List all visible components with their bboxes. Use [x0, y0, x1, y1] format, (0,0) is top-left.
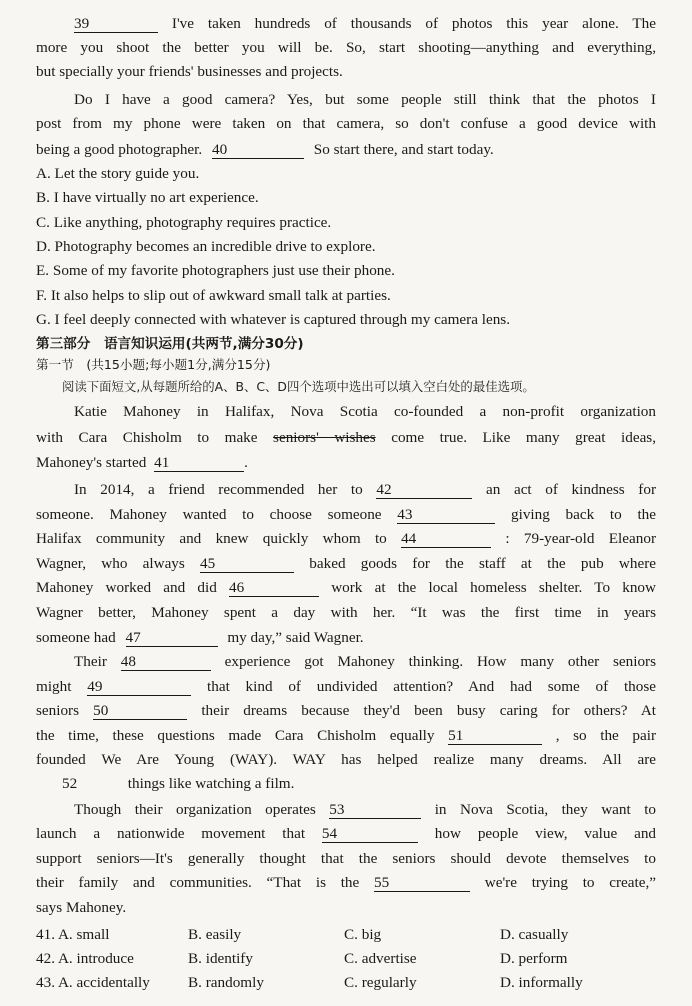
text: Mahoney worked and did — [36, 579, 217, 596]
cloze-line — [36, 824, 656, 844]
choice-43-d: D. informally — [500, 974, 583, 991]
choice-42-c: C. advertise — [344, 950, 417, 967]
cloze-line: founded We Are Young (WAY). WAY has helped realize many dreams. All are — [36, 751, 656, 768]
choice-43-c: C. regularly — [344, 974, 417, 991]
blank-52: 52 — [62, 775, 78, 792]
cloze-line: Katie Mahoney in Halifax, Nova Scotia co-founded a non-profit organization — [74, 403, 656, 420]
option-e: E. Some of my favorite photographers just use their phone. — [36, 262, 395, 279]
text: : 79-year-old Eleanor — [505, 530, 656, 547]
cloze-line — [36, 428, 656, 448]
text: might — [36, 678, 72, 695]
blank-42: 42 — [376, 481, 472, 499]
text: In 2014, a friend recommended her to — [74, 481, 363, 498]
blank-44: 44 — [401, 530, 491, 548]
blank-39: 39 — [74, 15, 158, 33]
blank-49: 49 — [87, 678, 191, 696]
cloze-line — [36, 529, 656, 549]
text: someone. Mahoney wanted to choose someone — [36, 506, 382, 523]
text: we're trying to create,” — [484, 874, 657, 891]
blank-40: 40 — [212, 141, 304, 159]
cloze-line: says Mahoney. — [36, 899, 127, 916]
blank-41: 41 — [154, 454, 244, 472]
blank-54: 54 — [322, 825, 418, 843]
cloze-line — [36, 453, 656, 473]
text: Though their organization operates — [74, 801, 316, 818]
text: Mahoney's started — [36, 454, 147, 471]
text: my day,” said Wagner. — [227, 629, 364, 646]
text: how people view, value and — [434, 825, 657, 842]
choice-41-b: B. easily — [188, 926, 242, 943]
text: launch a nationwide movement that — [36, 825, 306, 842]
text: baked goods for the staff at the pub where — [309, 555, 657, 572]
passage-line: more you shoot the better you will be. So, start shooting—anything and everything, — [36, 39, 656, 56]
cloze-line: Wagner better, Mahoney spent a day with her. “It was the first time in years — [36, 604, 656, 621]
text: seniors — [36, 702, 80, 719]
choice-42-d: D. perform — [500, 950, 568, 967]
text: things like watching a film. — [127, 775, 295, 792]
section-heading: 第一节 (共15小题;每小题1分,满分15分) — [36, 357, 271, 372]
option-d: D. Photography becomes an incredible drive to explore. — [36, 238, 376, 255]
blank-43: 43 — [397, 506, 495, 524]
text: giving back to the — [511, 506, 656, 523]
cloze-line — [36, 554, 656, 574]
text: , so the pair — [555, 727, 657, 744]
instruction: 阅读下面短文,从每题所给的A、B、C、D四个选项中选出可以填入空白处的最佳选项。 — [62, 379, 535, 394]
passage-line: post from my phone were taken on that camera, so don't confuse a good device with — [36, 115, 656, 132]
option-b: B. I have virtually no art experience. — [36, 189, 259, 206]
choice-41-a: 41. A. small — [36, 926, 110, 943]
cloze-line — [36, 873, 656, 893]
passage-line: but specially your friends' businesses and projects. — [36, 63, 343, 80]
cloze-line — [36, 677, 656, 697]
text: being a good photographer. — [36, 141, 203, 158]
blank-47: 47 — [126, 629, 218, 647]
text: come true. Like many great ideas, — [391, 429, 657, 446]
part3-heading: 第三部分 语言知识运用(共两节,满分30分) — [36, 336, 304, 352]
cloze-line — [36, 726, 656, 746]
option-f: F. It also helps to slip out of awkward small talk at parties. — [36, 287, 391, 304]
blank-53: 53 — [329, 801, 421, 819]
blank-51: 51 — [448, 727, 542, 745]
cloze-line — [36, 628, 656, 648]
text: . — [244, 454, 248, 471]
option-g: G. I feel deeply connected with whatever is captured through my camera lens. — [36, 311, 511, 328]
text: Halifax community and knew quickly whom to — [36, 530, 387, 547]
text: Wagner, who always — [36, 555, 185, 572]
text: their family and communities. “That is the — [36, 874, 360, 891]
cloze-line — [62, 774, 656, 794]
text: with Cara Chisholm to make — [36, 429, 258, 446]
cloze-line — [36, 505, 656, 525]
passage-line: Do I have a good camera? Yes, but some people still think that the photos I — [74, 91, 656, 108]
text: Their — [74, 653, 107, 670]
choice-43-a: 43. A. accidentally — [36, 974, 150, 991]
blank-45: 45 — [200, 555, 294, 573]
cloze-line — [74, 800, 656, 820]
choice-41-c: C. big — [344, 926, 382, 943]
text: experience got Mahoney thinking. How many other seniors — [224, 653, 657, 670]
text: that kind of undivided attention? And had some of those — [207, 678, 657, 695]
cloze-line — [36, 701, 656, 721]
text: So start there, and start today. — [313, 141, 494, 158]
text: in Nova Scotia, they want to — [434, 801, 657, 818]
text: someone had — [36, 629, 116, 646]
passage-line — [36, 140, 656, 160]
text: their dreams because they'd been busy caring for others? At — [201, 702, 657, 719]
text: I've taken hundreds of thousands of photos this year alone. The — [171, 15, 657, 32]
cloze-line — [74, 652, 656, 672]
choice-42-a: 42. A. introduce — [36, 950, 134, 967]
option-c: C. Like anything, photography requires practice. — [36, 214, 332, 231]
text: the time, these questions made Cara Chisholm equally — [36, 727, 435, 744]
cloze-line — [36, 578, 656, 598]
text: an act of kindness for — [486, 481, 657, 498]
blank-55: 55 — [374, 874, 470, 892]
choice-41-d: D. casually — [500, 926, 569, 943]
choice-43-b: B. randomly — [188, 974, 264, 991]
blank-50: 50 — [93, 702, 187, 720]
cloze-line: support seniors—It's generally thought that the seniors should devote themselves to — [36, 850, 656, 867]
blank-46: 46 — [229, 579, 319, 597]
choice-42-b: B. identify — [188, 950, 253, 967]
option-a: A. Let the story guide you. — [36, 165, 200, 182]
blank-48: 48 — [121, 653, 211, 671]
cloze-line — [74, 480, 656, 500]
passage-line — [74, 14, 656, 34]
struck-text: seniors' wishes — [273, 429, 376, 446]
text: work at the local homeless shelter. To know — [331, 579, 656, 596]
